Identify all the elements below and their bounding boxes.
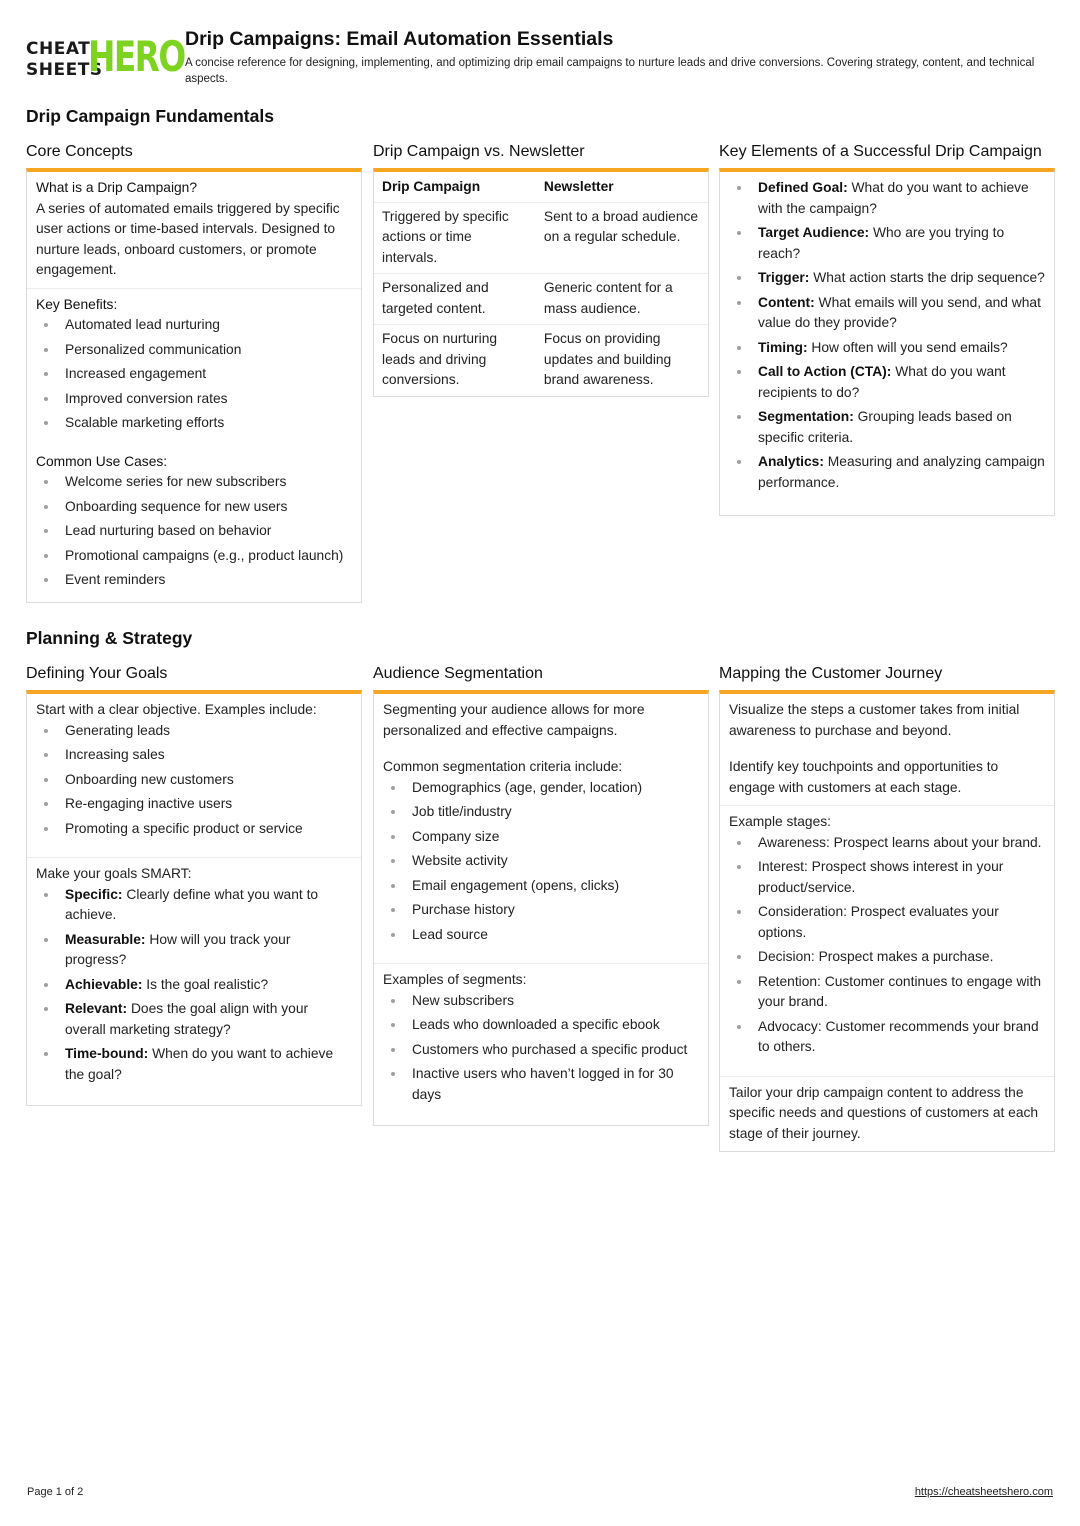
segmentation-heading: Audience Segmentation xyxy=(373,665,543,682)
criteria-list xyxy=(383,778,699,946)
journey-heading: Mapping the Customer Journey xyxy=(719,665,943,682)
elements-heading: Key Elements of a Successful Drip Campaign xyxy=(719,143,1042,160)
smart-block xyxy=(27,857,361,1105)
list-item: Generating leads xyxy=(65,721,352,742)
what-is-block xyxy=(27,172,361,288)
versus-heading: Drip Campaign vs. Newsletter xyxy=(373,143,585,160)
goals-intro-block xyxy=(27,694,361,857)
smart-list xyxy=(36,885,352,1086)
list-item: Promoting a specific product or service xyxy=(65,819,352,840)
list-item: Demographics (age, gender, location) xyxy=(412,778,699,799)
list-item: Increasing sales xyxy=(65,745,352,766)
list-item: Relevant: Does the goal align with your overall marketing strategy? xyxy=(65,999,352,1040)
list-item: Awareness: Prospect learns about your brand. xyxy=(758,833,1045,854)
segments-block xyxy=(374,963,708,1125)
stages-list xyxy=(729,833,1045,1058)
list-item: Decision: Prospect makes a purchase. xyxy=(758,947,1045,968)
goals-heading: Defining Your Goals xyxy=(26,665,168,682)
versus-column xyxy=(373,142,709,397)
page-number: Page 1 of 2 xyxy=(27,1486,84,1498)
list-item: Call to Action (CTA): What do you want recipients to do? xyxy=(758,362,1045,403)
table-cell: Focus on providing updates and building brand awareness. xyxy=(536,325,708,396)
journey-outro: Tailor your drip campaign content to address the specific needs and questions of customers at each stage of their journey. xyxy=(729,1084,1039,1141)
smart-label: Make your goals SMART: xyxy=(36,866,192,881)
what-is-text: A series of automated emails triggered by specific user actions or time-based intervals. Designed to nurture leads, onboard customers, or promote engagement. xyxy=(36,200,340,277)
list-item: Improved conversion rates xyxy=(65,389,352,410)
list-item: Consideration: Prospect evaluates your options. xyxy=(758,902,1045,943)
list-item: Interest: Prospect shows interest in your product/service. xyxy=(758,857,1045,898)
segmentation-intro-block xyxy=(374,694,708,963)
list-item: Achievable: Is the goal realistic? xyxy=(65,975,352,996)
elements-column xyxy=(719,142,1055,516)
list-item: Analytics: Measuring and analyzing campaign performance. xyxy=(758,452,1045,493)
list-item: Segmentation: Grouping leads based on specific criteria. xyxy=(758,407,1045,448)
section-title-fundamentals: Drip Campaign Fundamentals xyxy=(26,106,274,126)
table-cell: Sent to a broad audience on a regular schedule. xyxy=(536,202,708,274)
list-item: Inactive users who haven’t logged in for 30 days xyxy=(412,1064,699,1105)
list-item: Increased engagement xyxy=(65,364,352,385)
benefits-block xyxy=(27,288,361,602)
journey-outro-block xyxy=(720,1076,1054,1152)
goals-card xyxy=(26,690,362,1106)
table-cell: Focus on nurturing leads and driving conversions. xyxy=(374,325,536,396)
list-item: Re-engaging inactive users xyxy=(65,794,352,815)
goals-column xyxy=(26,664,362,1106)
journey-card xyxy=(719,690,1055,1152)
list-item: Company size xyxy=(412,827,699,848)
footer-link[interactable]: https://cheatsheetshero.com xyxy=(914,1486,1053,1498)
segments-label: Examples of segments: xyxy=(383,972,527,987)
list-item: Job title/industry xyxy=(412,802,699,823)
segmentation-card xyxy=(373,690,709,1126)
cheatsheetshero-logo[interactable] xyxy=(26,32,185,81)
list-item: Lead source xyxy=(412,925,699,946)
segmentation-column xyxy=(373,664,709,1126)
list-item: Leads who downloaded a specific ebook xyxy=(412,1015,699,1036)
list-item: Onboarding new customers xyxy=(65,770,352,791)
table-row xyxy=(374,274,708,325)
page-title: Drip Campaigns: Email Automation Essentials xyxy=(185,28,614,50)
list-item: Welcome series for new subscribers xyxy=(65,472,352,493)
list-item: Advocacy: Customer recommends your brand to others. xyxy=(758,1017,1045,1058)
list-item: New subscribers xyxy=(412,991,699,1012)
list-item: Content: What emails will you send, and what value do they provide? xyxy=(758,293,1045,334)
list-item: Measurable: How will you track your progress? xyxy=(65,930,352,971)
core-concepts-card xyxy=(26,168,362,603)
list-item: Retention: Customer continues to engage with your brand. xyxy=(758,972,1045,1013)
criteria-label: Common segmentation criteria include: xyxy=(383,759,623,774)
journey-intro-1: Visualize the steps a customer takes from initial awareness to purchase and beyond. xyxy=(729,702,1020,738)
journey-intro-block xyxy=(720,694,1054,805)
list-item: Trigger: What action starts the drip sequence? xyxy=(758,268,1045,289)
segments-list xyxy=(383,991,699,1106)
benefits-label: Key Benefits: xyxy=(36,296,118,312)
usecases-list xyxy=(36,472,352,591)
stages-block xyxy=(720,805,1054,1076)
goals-examples-list xyxy=(36,721,352,840)
section-title-planning: Planning & Strategy xyxy=(26,628,193,648)
goals-intro: Start with a clear objective. Examples include: xyxy=(36,702,317,717)
core-concepts-heading: Core Concepts xyxy=(26,143,133,160)
list-item: Website activity xyxy=(412,851,699,872)
elements-card xyxy=(719,168,1055,516)
table-header: Drip Campaign xyxy=(382,179,481,194)
segmentation-intro: Segmenting your audience allows for more personalized and effective campaigns. xyxy=(383,702,645,738)
list-item: Automated lead nurturing xyxy=(65,315,352,336)
list-item: Time-bound: When do you want to achieve the goal? xyxy=(65,1044,352,1085)
usecases-label: Common Use Cases: xyxy=(36,453,168,469)
table-row xyxy=(374,202,708,274)
list-item: Lead nurturing based on behavior xyxy=(65,521,352,542)
versus-card xyxy=(373,168,709,397)
list-item: Event reminders xyxy=(65,570,352,591)
list-item: Onboarding sequence for new users xyxy=(65,497,352,518)
list-item: Personalized communication xyxy=(65,340,352,361)
header xyxy=(26,28,1056,90)
logo-text: CHEAT SHEETS xyxy=(26,39,103,80)
what-is-label: What is a Drip Campaign? xyxy=(36,180,198,195)
logo-hero: HERO xyxy=(88,32,185,81)
list-item: Customers who purchased a specific product xyxy=(412,1040,699,1061)
page-subtitle: A concise reference for designing, implementing, and optimizing drip email campaigns to nurture leads and drive conversions. Covering strategy, content, and technical aspects. xyxy=(185,57,1035,85)
stages-label: Example stages: xyxy=(729,814,831,829)
list-item: Email engagement (opens, clicks) xyxy=(412,876,699,897)
journey-intro-2: Identify key touchpoints and opportunities to engage with customers at each stage. xyxy=(729,759,999,795)
list-item: Timing: How often will you send emails? xyxy=(758,338,1045,359)
benefits-list xyxy=(36,315,352,434)
table-row xyxy=(374,325,708,396)
core-concepts-column xyxy=(26,142,362,603)
table-cell: Personalized and targeted content. xyxy=(374,274,536,325)
list-item: Promotional campaigns (e.g., product launch) xyxy=(65,546,352,567)
list-item: Specific: Clearly define what you want to achieve. xyxy=(65,885,352,926)
table-cell: Generic content for a mass audience. xyxy=(536,274,708,325)
journey-column xyxy=(719,664,1055,1152)
list-item: Purchase history xyxy=(412,900,699,921)
list-item: Target Audience: Who are you trying to reach? xyxy=(758,223,1045,264)
elements-list xyxy=(729,178,1045,493)
elements-block xyxy=(720,172,1054,515)
list-item: Defined Goal: What do you want to achieve with the campaign? xyxy=(758,178,1045,219)
versus-table xyxy=(374,172,708,396)
table-header: Newsletter xyxy=(543,179,614,194)
table-cell: Triggered by specific actions or time intervals. xyxy=(374,202,536,274)
list-item: Scalable marketing efforts xyxy=(65,413,352,434)
